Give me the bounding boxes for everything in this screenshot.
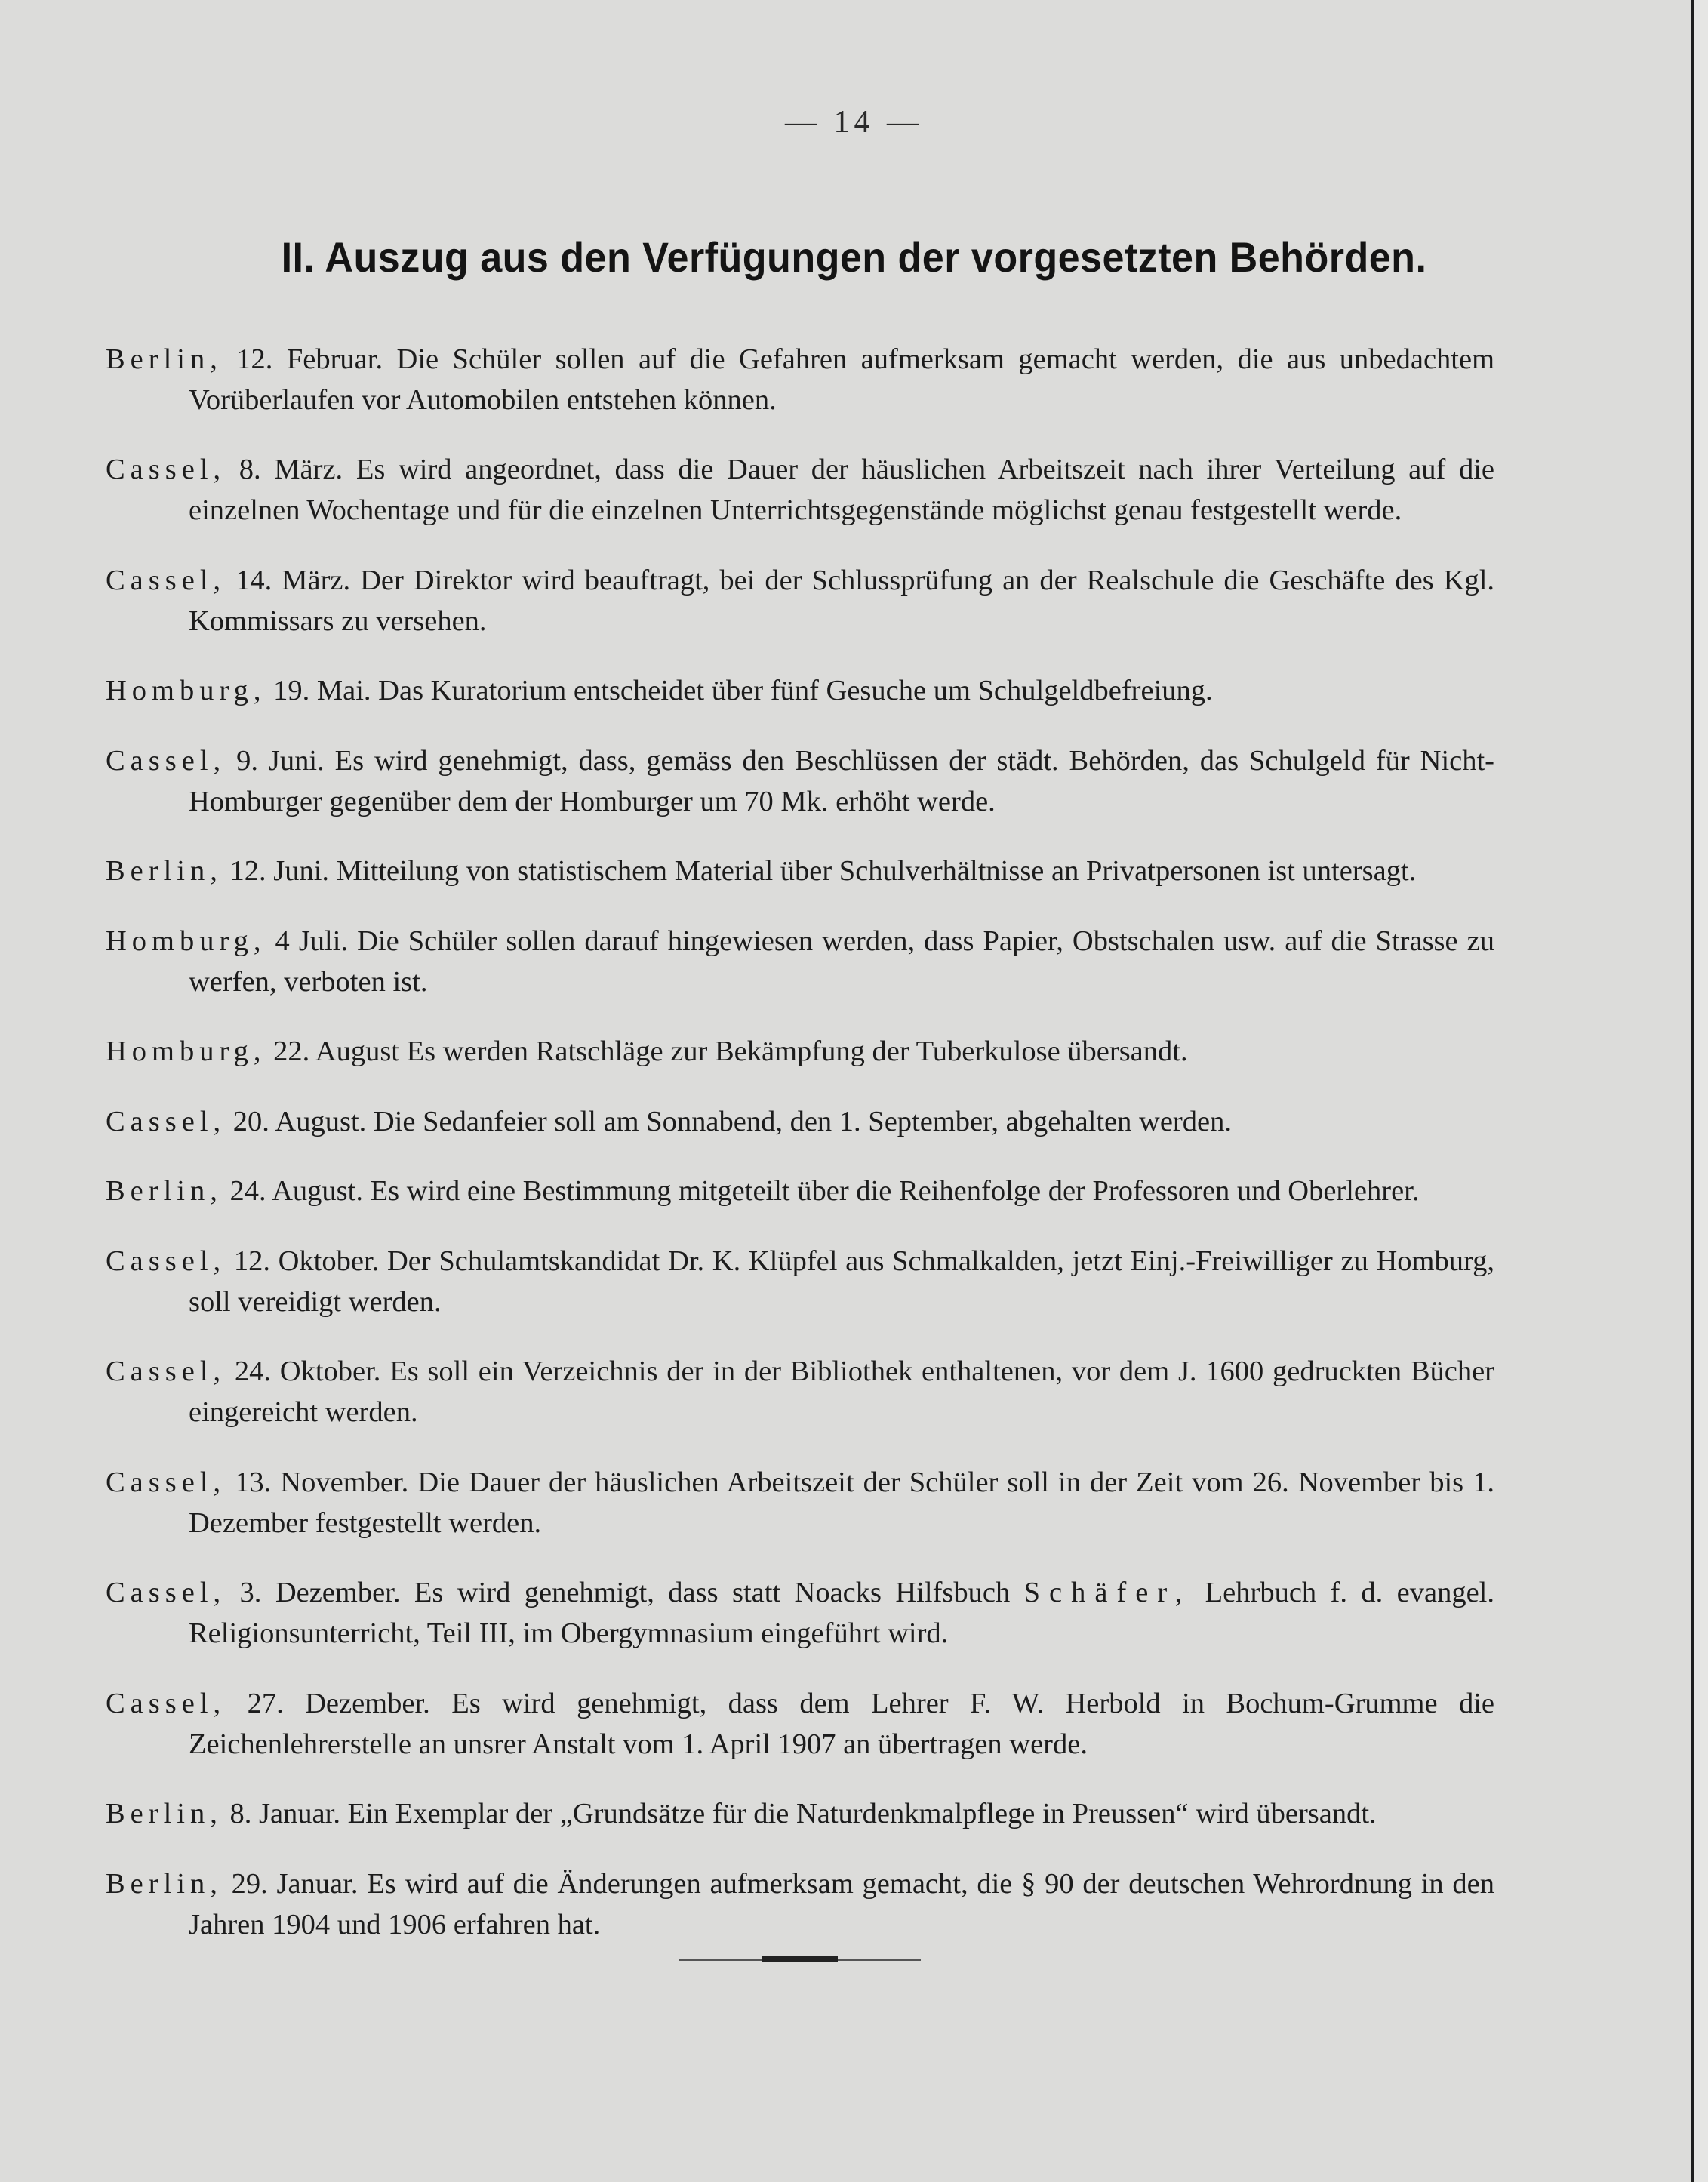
spaced-name: Schäfer, bbox=[1023, 1577, 1192, 1608]
ordinance-entry bbox=[106, 1171, 1494, 1211]
ordinance-entry bbox=[106, 1101, 1494, 1142]
entry-text: Die Schüler sollen auf die Gefahren aufmerksam gemacht werden, die aus unbedachtem Vorüberlaufen vor Automobilen entstehen können. bbox=[189, 343, 1495, 416]
entry-date: 24. Oktober. bbox=[234, 1356, 381, 1387]
ordinance-entry bbox=[106, 1793, 1494, 1834]
entry-date: 12. Oktober. bbox=[233, 1245, 380, 1277]
entry-place: Cassel, bbox=[106, 1356, 226, 1387]
entry-date: 27. Dezember. bbox=[247, 1687, 430, 1719]
entry-place: Cassel, bbox=[106, 1687, 226, 1719]
entry-place: Berlin, bbox=[106, 1175, 223, 1207]
entry-date: 12. Februar. bbox=[236, 343, 383, 375]
entry-place: Cassel, bbox=[106, 1466, 226, 1498]
page-edge bbox=[1691, 0, 1708, 2182]
end-divider-mark bbox=[762, 1956, 838, 1962]
entry-date: 29. Januar. bbox=[231, 1867, 359, 1900]
entry-text: Es werden Ratschläge zur Bekämpfung der Tuberkulose übersandt. bbox=[406, 1036, 1188, 1067]
entry-date: 8. Januar. bbox=[229, 1798, 340, 1830]
entry-date: 12. Juni. bbox=[229, 855, 330, 887]
entry-place: Cassel, bbox=[106, 744, 226, 777]
ordinance-entry bbox=[106, 1031, 1494, 1072]
ordinance-entry bbox=[106, 1462, 1494, 1543]
entry-date: 19. Mai. bbox=[273, 675, 371, 706]
entry-text: Der Schulamtskandidat Dr. K. Klüpfel aus Schmalkalden, jetzt Einj.-Freiwilliger zu Homburg, soll vereidigt werden. bbox=[189, 1245, 1494, 1318]
entry-place: Cassel, bbox=[106, 1105, 226, 1137]
entry-date: 9. Juni. bbox=[236, 744, 325, 777]
ordinance-entry bbox=[106, 339, 1494, 420]
ordinance-entry bbox=[106, 1351, 1494, 1433]
entry-place: Cassel, bbox=[106, 454, 226, 485]
entry-text: Die Schüler sollen darauf hingewiesen werden, dass Papier, Obstschalen usw. auf die Strasse zu werfen, verboten ist. bbox=[189, 925, 1494, 998]
entry-date: 3. Dezember. bbox=[239, 1577, 401, 1608]
entry-text: Das Kuratorium entscheidet über fünf Gesuche um Schulgeldbefreiung. bbox=[378, 675, 1213, 706]
entry-text-continued: Lehrbuch f. d. evangel. Religionsunterricht, Teil III, im Obergymnasium eingeführt wird. bbox=[189, 1577, 1494, 1649]
ordinance-entry bbox=[106, 1241, 1494, 1322]
ordinance-list bbox=[106, 309, 1494, 1945]
ordinance-entry bbox=[106, 921, 1494, 1002]
entry-text: Es soll ein Verzeichnis der in der Bibliothek enthaltenen, vor dem J. 1600 gedruckten Bücher eingereicht werden. bbox=[189, 1356, 1494, 1428]
ordinance-entry bbox=[106, 1863, 1494, 1945]
entry-text: Ein Exemplar der „Grundsätze für die Naturdenkmalpflege in Preussen“ wird übersandt. bbox=[347, 1798, 1377, 1830]
entry-text: Es wird angeordnet, dass die Dauer der häuslichen Arbeitszeit nach ihrer Verteilung auf die einzelnen Wochentage und für die einzelnen Unterrichtsgegenstände möglichst genau festgestellt werde. bbox=[189, 454, 1495, 526]
ordinance-entry bbox=[106, 670, 1494, 711]
entry-text: Mitteilung von statistischem Material über Schulverhältnisse an Privatpersonen ist untersagt. bbox=[336, 855, 1417, 887]
entry-place: Cassel, bbox=[106, 564, 226, 596]
entry-place: Homburg, bbox=[106, 675, 266, 706]
entry-text: Es wird genehmigt, dass statt Noacks Hilfsbuch bbox=[414, 1577, 1011, 1608]
entry-place: Berlin, bbox=[106, 1798, 223, 1830]
entry-date: 22. August bbox=[273, 1036, 399, 1067]
entry-place: Berlin, bbox=[106, 855, 223, 887]
page-number: — 14 — bbox=[785, 105, 923, 140]
entry-text: Es wird genehmigt, dass dem Lehrer F. W. Herbold in Bochum-Grumme die Zeichenlehrerstelle an unsrer Anstalt vom 1. April 1907 an übertragen werde. bbox=[189, 1687, 1494, 1760]
entry-text: Es wird auf die Änderungen aufmerksam gemacht, die § 90 der deutschen Wehrordnung in den Jahren 1904 und 1906 erfahren hat. bbox=[189, 1867, 1495, 1940]
entry-place: Cassel, bbox=[106, 1245, 226, 1277]
entry-place: Homburg, bbox=[106, 1036, 266, 1067]
ordinance-entry bbox=[106, 1683, 1494, 1765]
entry-text: Es wird eine Bestimmung mitgeteilt über die Reihenfolge der Professoren und Oberlehrer. bbox=[370, 1175, 1420, 1207]
entry-date: 14. März. bbox=[235, 564, 351, 596]
entry-date: 4 Juli. bbox=[275, 925, 349, 957]
entry-date: 24. August. bbox=[229, 1175, 363, 1207]
entry-text: Es wird genehmigt, dass, gemäss den Beschlüssen der städt. Behörden, das Schulgeld für Nicht-Homburger gegenüber dem der Homburger um 70 Mk. erhöht werde. bbox=[189, 744, 1495, 817]
entry-date: 13. November. bbox=[235, 1466, 409, 1498]
entry-place: Berlin, bbox=[106, 1867, 223, 1900]
ordinance-entry bbox=[106, 740, 1494, 822]
ordinance-entry bbox=[106, 449, 1494, 531]
section-heading: II. Auszug aus den Verfügungen der vorgesetzten Behörden. bbox=[281, 233, 1427, 281]
ordinance-entry bbox=[106, 1572, 1494, 1654]
entry-place: Homburg, bbox=[106, 925, 266, 957]
entry-text: Die Dauer der häuslichen Arbeitszeit der Schüler soll in der Zeit vom 26. November bis 1. Dezember festgestellt werden. bbox=[189, 1466, 1495, 1539]
ordinance-entry bbox=[106, 560, 1494, 642]
entry-place: Berlin, bbox=[106, 343, 223, 375]
entry-place: Cassel, bbox=[106, 1577, 226, 1608]
ordinance-entry bbox=[106, 851, 1494, 891]
entry-date: 20. August. bbox=[232, 1105, 367, 1137]
entry-text: Die Sedanfeier soll am Sonnabend, den 1. September, abgehalten werden. bbox=[373, 1105, 1232, 1137]
entry-date: 8. März. bbox=[239, 454, 343, 485]
entry-text: Der Direktor wird beauftragt, bei der Schlussprüfung an der Realschule die Geschäfte des Kgl. Kommissars zu versehen. bbox=[189, 564, 1495, 637]
